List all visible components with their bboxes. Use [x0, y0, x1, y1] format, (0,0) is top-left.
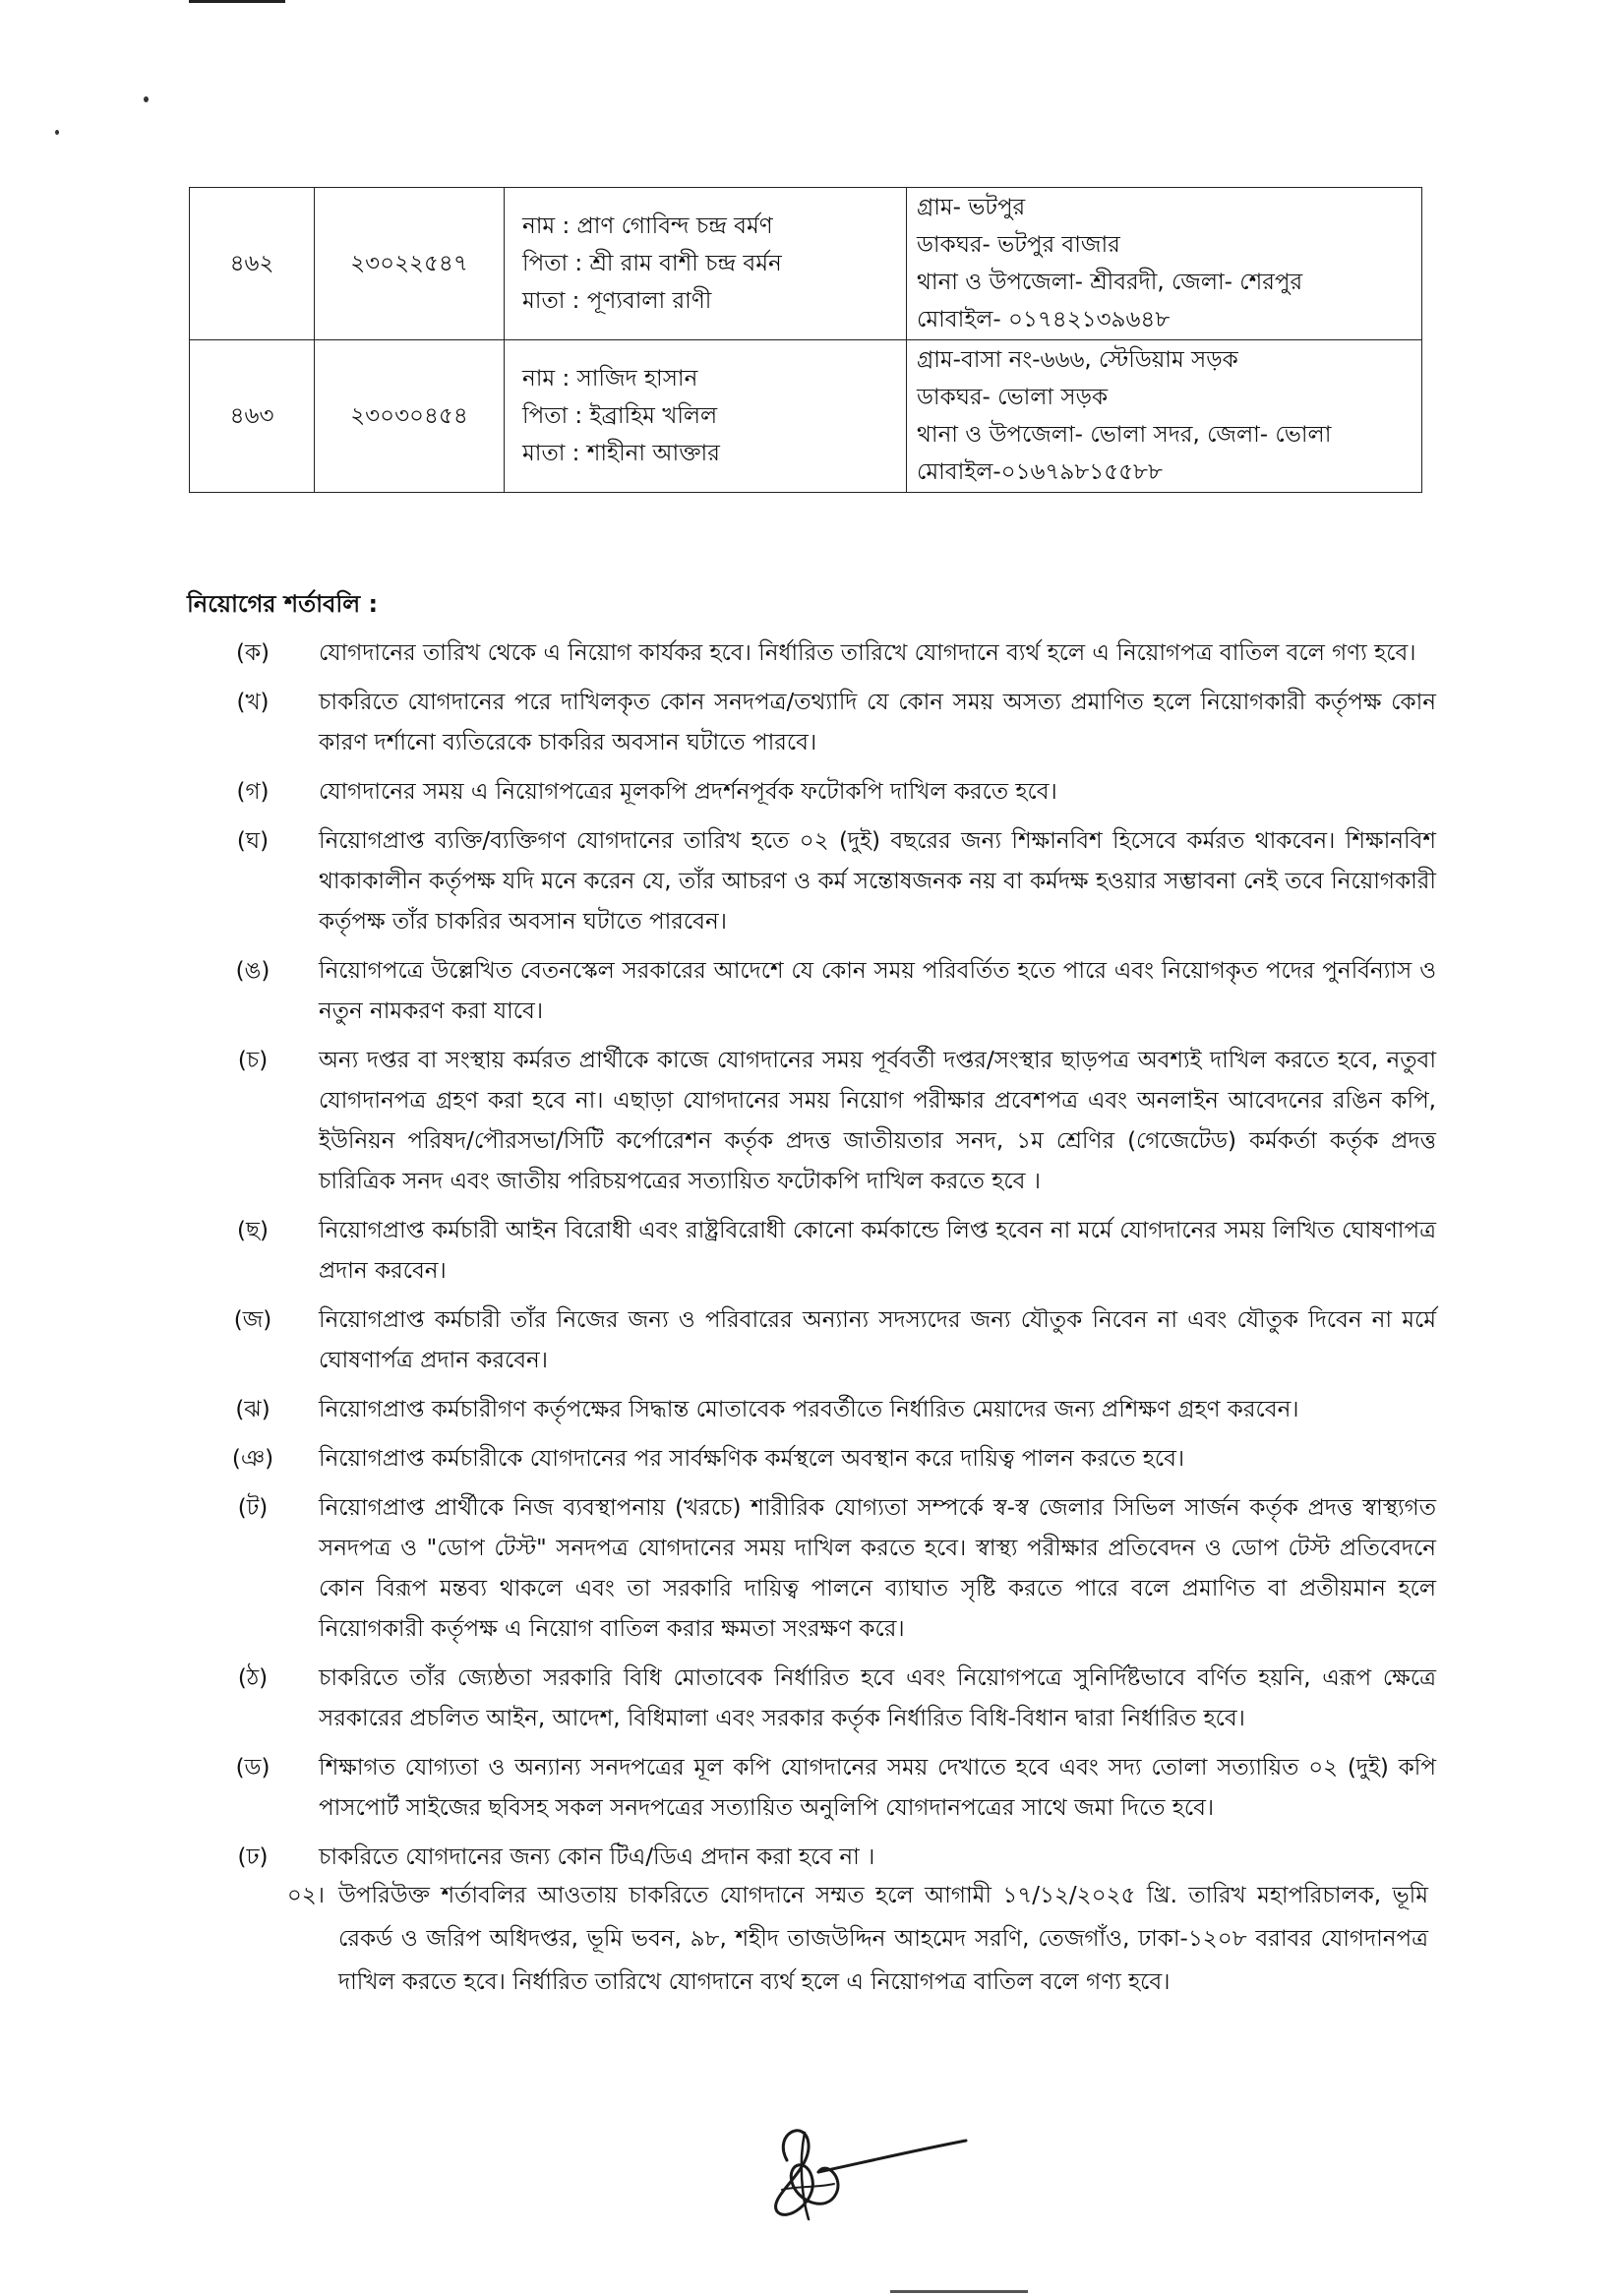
condition-label: (চ) [237, 1048, 269, 1073]
candidate-name: নাম : প্রাণ গোবিন্দ চন্দ্র বর্মণ [522, 213, 773, 239]
candidate-name: নাম : সাজিদ হাসান [522, 366, 698, 392]
table-row [190, 340, 1422, 493]
condition-text: নিয়োগপ্রাপ্ত ব্যক্তি/ব্যক্তিগণ যোগদানের তারিখ হতে ০২ (দুই) বছরের জন্য শিক্ষানবিশ হিসেবে কর্মরত থাকবেন। শিক্ষানবিশ থাকাকালীন কর্তৃপক্ষ যদি মনে করেন যে, তাঁর আচরণ ও কর্ম সন্তোষজনক নয় বা কর্মদক্ষ হওয়ার সম্ভাবনা নেই তবে নিয়োগকারী কর্তৃপক্ষ তাঁর চাকরির অবসান ঘটাতে পারবেন। [319, 828, 1436, 935]
roll-cell: ২৩০২২৫৪৭ [315, 188, 505, 340]
father-name: পিতা : শ্রী রাম বাশী চন্দ্র বর্মন [522, 251, 782, 276]
condition-label: (ঞ) [231, 1446, 274, 1472]
name-cell [505, 340, 907, 493]
condition-tta [187, 1488, 1436, 1650]
address-village: গ্রাম-বাসা নং-৬৬৬, স্টেডিয়াম সড়ক [917, 347, 1238, 373]
condition-jha [187, 1390, 1436, 1430]
condition-label: (ক) [235, 640, 270, 666]
conditions-list [187, 634, 1436, 1887]
condition-kha [187, 683, 1436, 763]
condition-text: অন্য দপ্তর বা সংস্থায় কর্মরত প্রার্থীকে কাজে যোগদানের সময় পূর্ববর্তী দপ্তর/সংস্থার ছাড়পত্র অবশ্যই দাখিল করতে হবে, নতুবা যোগদানপত্র গ্রহণ করা হবে না। এছাড়া যোগদানের সময় নিয়োগ পরীক্ষার প্রবেশপত্র এবং অনলাইন আবেদনের রঙিন কপি, ইউনিয়ন পরিষদ/পৌরসভা/সিটি কর্পোরেশন কর্তৃক প্রদত্ত জাতীয়তার সনদ, ১ম শ্রেণির (গেজেটেড) কর্মকর্তা কর্তৃক প্রদত্ত চারিত্রিক সনদ এবং জাতীয় পরিচয়পত্রের সত্যায়িত ফটোকপি দাখিল করতে হবে । [319, 1048, 1436, 1194]
signature-image [748, 2103, 974, 2226]
condition-ja [187, 1300, 1436, 1381]
condition-label: (খ) [236, 690, 270, 715]
address-cell [907, 188, 1422, 340]
address-upazila-district: থানা ও উপজেলা- ভোলা সদর, জেলা- ভোলা [917, 422, 1332, 448]
address-mobile: মোবাইল-০১৬৭৯৮১৫৫৮৮ [917, 459, 1163, 485]
address-post-office: ডাকঘর- ভটপুর বাজার [917, 232, 1120, 258]
condition-uma [187, 951, 1436, 1032]
condition-text: নিয়োগপ্রাপ্ত কর্মচারীকে যোগদানের পর সার্বক্ষণিক কর্মস্থলে অবস্থান করে দায়িত্ব পালন করতে হবে। [319, 1446, 1185, 1472]
condition-text: চাকরিতে যোগদানের জন্য কোন টিএ/ডিএ প্রদান করা হবে না । [319, 1844, 875, 1870]
condition-ddha [187, 1838, 1436, 1878]
serial-cell: ৪৬২ [190, 188, 315, 340]
condition-label: (ঘ) [236, 828, 270, 854]
condition-text: নিয়োগপ্রাপ্ত কর্মচারী আইন বিরোধী এবং রাষ্ট্রবিরোধী কোনো কর্মকান্ডে লিপ্ত হবেন না মর্মে যোগদানের সময় লিখিত ঘোষণাপত্র প্রদান করবেন। [319, 1218, 1436, 1284]
condition-label: (ঙ) [235, 958, 270, 984]
condition-dda [187, 1748, 1436, 1829]
address-upazila-district: থানা ও উপজেলা- শ্রীবরদী, জেলা- শেরপুর [917, 270, 1303, 295]
address-post-office: ডাকঘর- ভোলা সড়ক [917, 385, 1109, 410]
top-edge-rule [189, 0, 285, 3]
condition-nya [187, 1439, 1436, 1480]
address-village: গ্রাম- ভটপুর [917, 195, 1026, 220]
condition-text: নিয়োগপত্রে উল্লেখিত বেতনস্কেল সরকারের আদেশে যে কোন সময় পরিবর্তিত হতে পারে এবং নিয়োগকৃত পদের পুনর্বিন্যাস ও নতুন নামকরণ করা যাবে। [319, 958, 1436, 1024]
condition-cha [187, 1041, 1436, 1202]
father-name: পিতা : ইব্রাহিম খলিল [522, 403, 718, 429]
roll-cell: ২৩০৩০৪৫৪ [315, 340, 505, 493]
condition-text: শিক্ষাগত যোগ্যতা ও অন্যান্য সনদপত্রের মূল কপি যোগদানের সময় দেখাতে হবে এবং সদ্য তোলা সত্যায়িত ০২ (দুই) কপি পাসপোর্ট সাইজের ছবিসহ সকল সনদপত্রের সত্যায়িত অনুলিপি যোগদানপত্রের সাথে জমা দিতে হবে। [319, 1755, 1436, 1821]
condition-text: নিয়োগপ্রাপ্ত কর্মচারীগণ কর্তৃপক্ষের সিদ্ধান্ত মোতাবেক পরবর্তীতে নির্ধারিত মেয়াদের জন্য প্রশিক্ষণ গ্রহণ করবেন। [319, 1397, 1299, 1422]
condition-gha [187, 821, 1436, 942]
condition-text: যোগদানের তারিখ থেকে এ নিয়োগ কার্যকর হবে। নির্ধারিত তারিখে যোগদানে ব্যর্থ হলে এ নিয়োগপত্র বাতিল বলে গণ্য হবে। [319, 640, 1416, 666]
condition-text: চাকরিতে যোগদানের পরে দাখিলকৃত কোন সনদপত্র/তথ্যাদি যে কোন সময় অসত্য প্রমাণিত হলে নিয়োগকারী কর্তৃপক্ষ কোন কারণ দর্শানো ব্যতিরেকে চাকরির অবসান ঘটাতে পারবে। [319, 690, 1436, 755]
clause-text: উপরিউক্ত শর্তাবলির আওতায় চাকরিতে যোগদানে সম্মত হলে আগামী ১৭/১২/২০২৫ খ্রি. তারিখ মহাপরিচালক, ভূমি রেকর্ড ও জরিপ অধিদপ্তর, ভূমি ভবন, ৯৮, শহীদ তাজউদ্দিন আহমেদ সরণি, তেজগাঁও, ঢাকা-১২০৮ বরাবর যোগদানপত্র দাখিল করতে হবে। নির্ধারিত তারিখে যোগদানে ব্যর্থ হলে এ নিয়োগপত্র বাতিল বলে গণ্য হবে। [338, 1883, 1428, 1995]
condition-label: (জ) [233, 1307, 272, 1333]
condition-chha [187, 1211, 1436, 1292]
condition-label: (ড) [235, 1755, 270, 1781]
condition-label: (ঠ) [237, 1665, 269, 1691]
table-row [190, 188, 1422, 340]
condition-label: (গ) [236, 779, 270, 805]
condition-label: (ট) [237, 1495, 269, 1521]
name-cell [505, 188, 907, 340]
condition-ttha [187, 1659, 1436, 1739]
mother-name: মাতা : পূণ্যবালা রাণী [522, 288, 712, 314]
condition-text: চাকরিতে তাঁর জ্যেষ্ঠতা সরকারি বিধি মোতাবেক নির্ধারিত হবে এবং নিয়োগপত্রে সুনির্দিষ্টভাবে বর্ণিত হয়নি, এরূপ ক্ষেত্রে সরকারের প্রচলিত আইন, আদেশ, বিধিমালা এবং সরকার কর্তৃক নির্ধারিত বিধি-বিধান দ্বারা নির্ধারিত হবে। [319, 1665, 1436, 1731]
candidate-table [189, 187, 1422, 493]
joining-clause [187, 1874, 1428, 2004]
condition-text: যোগদানের সময় এ নিয়োগপত্রের মূলকপি প্রদর্শনপূর্বক ফটোকপি দাখিল করতে হবে। [319, 779, 1057, 805]
condition-text: নিয়োগপ্রাপ্ত প্রার্থীকে নিজ ব্যবস্থাপনায় (খরচে) শারীরিক যোগ্যতা সম্পর্কে স্ব-স্ব জেলার সিভিল সার্জন কর্তৃক প্রদত্ত স্বাস্থ্যগত সনদপত্র ও "ডোপ টেস্ট" সনদপত্র যোগদানের সময় দাখিল করতে হবে। স্বাস্থ্য পরীক্ষার প্রতিবেদন ও ডোপ টেস্ট প্রতিবেদনে কোন বিরূপ মন্তব্য থাকলে এবং তা সরকারি দায়িত্ব পালনে ব্যাঘাত সৃষ্টি করতে পারে বলে প্রমাণিত বা প্রতীয়মান হলে নিয়োগকারী কর্তৃপক্ষ এ নিয়োগ বাতিল করার ক্ষমতা সংরক্ষণ করে। [319, 1495, 1436, 1642]
conditions-heading: নিয়োগের শর্তাবলি : [187, 590, 379, 618]
clause-number: ০২। [286, 1883, 325, 1908]
condition-ga [187, 772, 1436, 813]
condition-label: (ঢ) [237, 1844, 269, 1870]
address-cell [907, 340, 1422, 493]
condition-ka [187, 634, 1436, 674]
serial-cell: ৪৬৩ [190, 340, 315, 493]
condition-label: (ঝ) [235, 1397, 270, 1422]
bottom-edge-rule [890, 2290, 1028, 2293]
condition-text: নিয়োগপ্রাপ্ত কর্মচারী তাঁর নিজের জন্য ও পরিবারের অন্যান্য সদস্যদের জন্য যৌতুক নিবেন না এবং যৌতুক দিবেন না মর্মে ঘোষণার্পত্র প্রদান করবেন। [319, 1307, 1436, 1373]
condition-label: (ছ) [237, 1218, 269, 1243]
address-mobile: মোবাইল- ০১৭৪২১৩৯৬৪৮ [917, 307, 1171, 332]
mother-name: মাতা : শাহীনা আক্তার [522, 441, 720, 466]
